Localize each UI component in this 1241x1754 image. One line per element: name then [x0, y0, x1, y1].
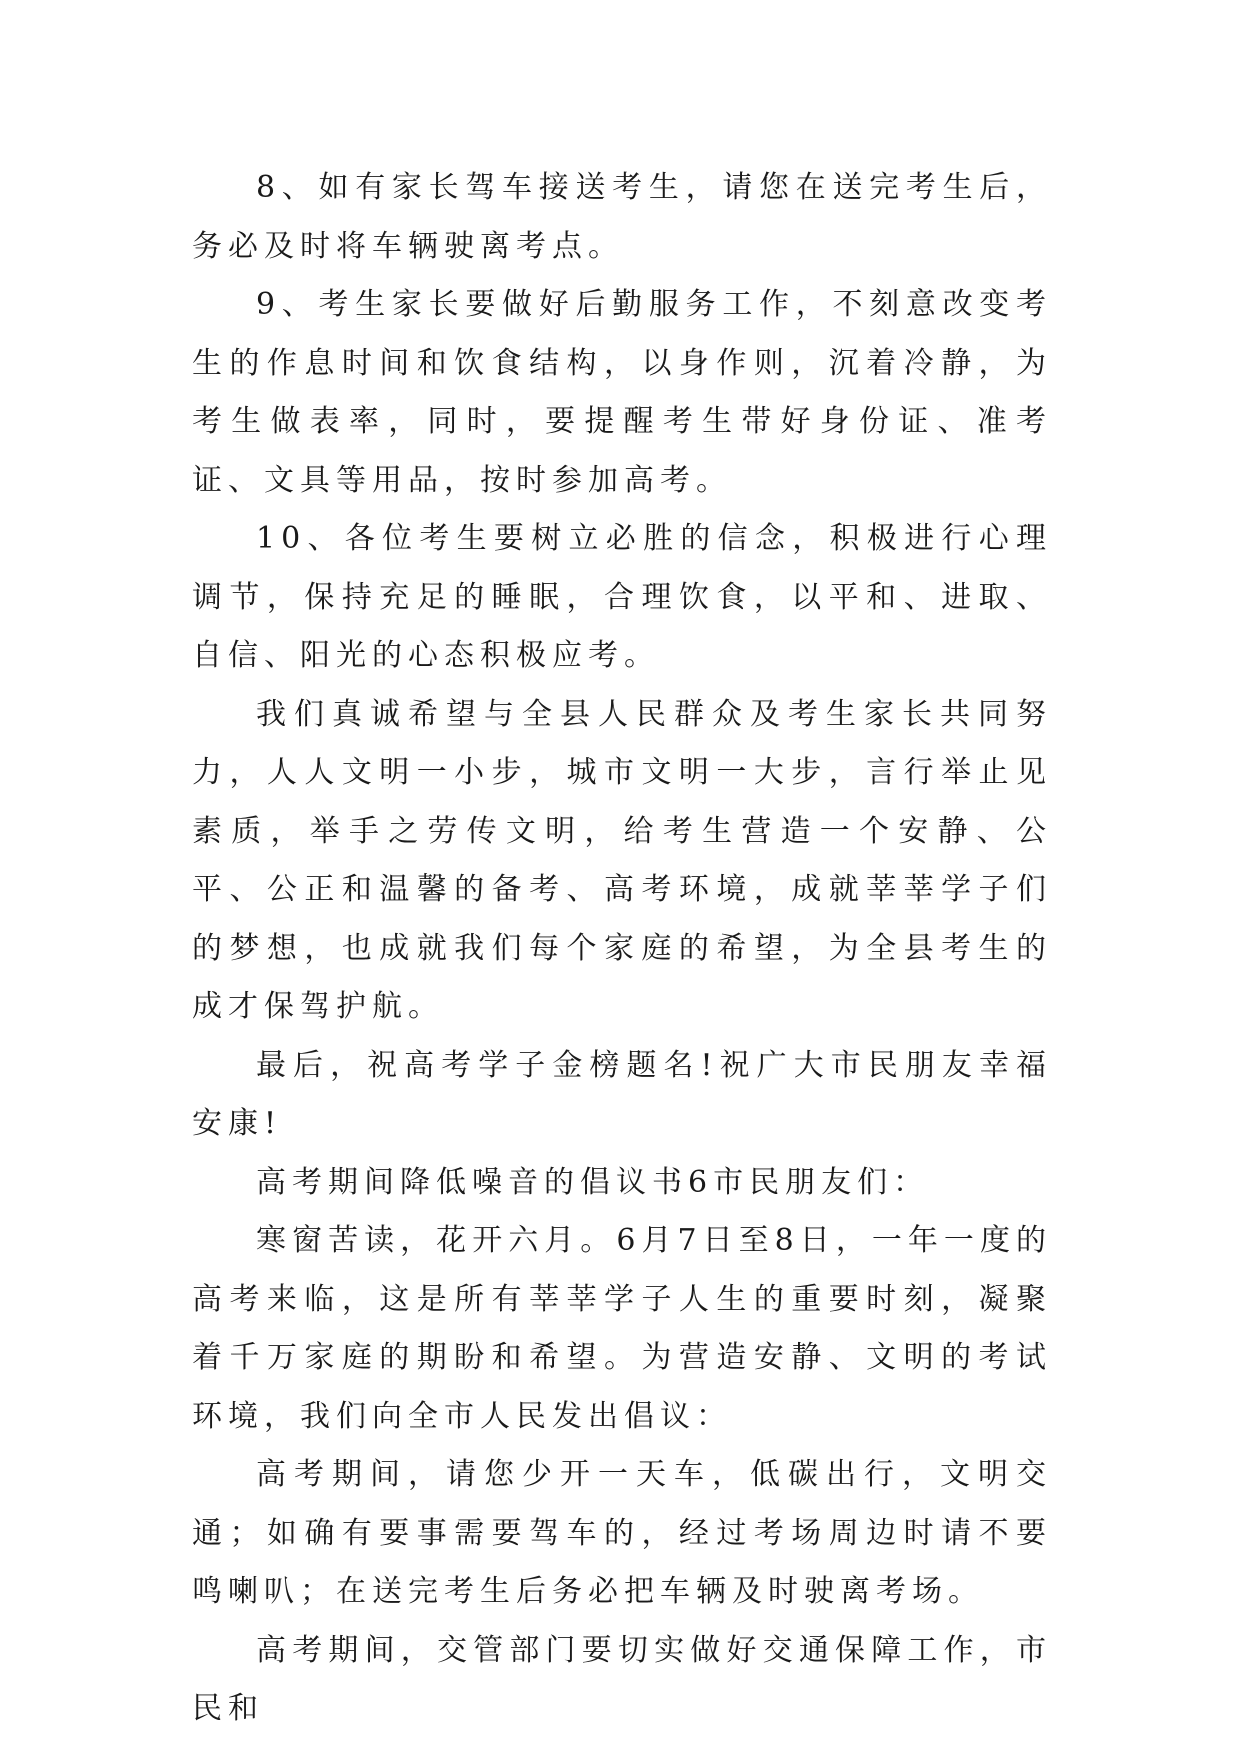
paragraph-item-9: 9、考生家长要做好后勤服务工作，不刻意改变考生的作息时间和饮食结构，以身作则，沉着冷静，为考生做表率，同时，要提醒考生带好身份证、准考证、文具等用品，按时参加高考。 — [192, 287, 1052, 498]
paragraph-traffic-management: 高考期间，交管部门要切实做好交通保障工作，市民和 — [192, 1632, 1052, 1726]
paragraph-driving-advice: 高考期间，请您少开一天车，低碳出行，文明交通；如确有要事需要驾车的，经过考场周边时请不要鸣喇叭；在送完考生后务必把车辆及时驶离考场。 — [192, 1457, 1052, 1609]
paragraph-item-10: 10、各位考生要树立必胜的信念，积极进行心理调节，保持充足的睡眠，合理饮食，以平和、进取、自信、阳光的心态积极应考。 — [192, 521, 1052, 673]
paragraph-item-8: 8、如有家长驾车接送考生，请您在送完考生后，务必及时将车辆驶离考点。 — [192, 170, 1052, 264]
paragraph-appeal: 我们真诚希望与全县人民群众及考生家长共同努力，人人文明一小步，城市文明一大步，言行举止见素质，举手之劳传文明，给考生营造一个安静、公平、公正和温馨的备考、高考环境，成就莘莘学子们的梦想，也成就我们每个家庭的希望，为全县考生的成才保驾护航。 — [192, 696, 1052, 1024]
paragraph-intro: 寒窗苦读，花开六月。6月7日至8日，一年一度的高考来临，这是所有莘莘学子人生的重要时刻，凝聚着千万家庭的期盼和希望。为营造安静、文明的考试环境，我们向全市人民发出倡议： — [192, 1223, 1052, 1434]
paragraph-closing-wishes: 最后，祝高考学子金榜题名!祝广大市民朋友幸福安康! — [192, 1047, 1052, 1141]
document-body — [192, 159, 1052, 1739]
paragraph-second-title-salutation: 高考期间降低噪音的倡议书6市民朋友们： — [256, 1164, 930, 1200]
